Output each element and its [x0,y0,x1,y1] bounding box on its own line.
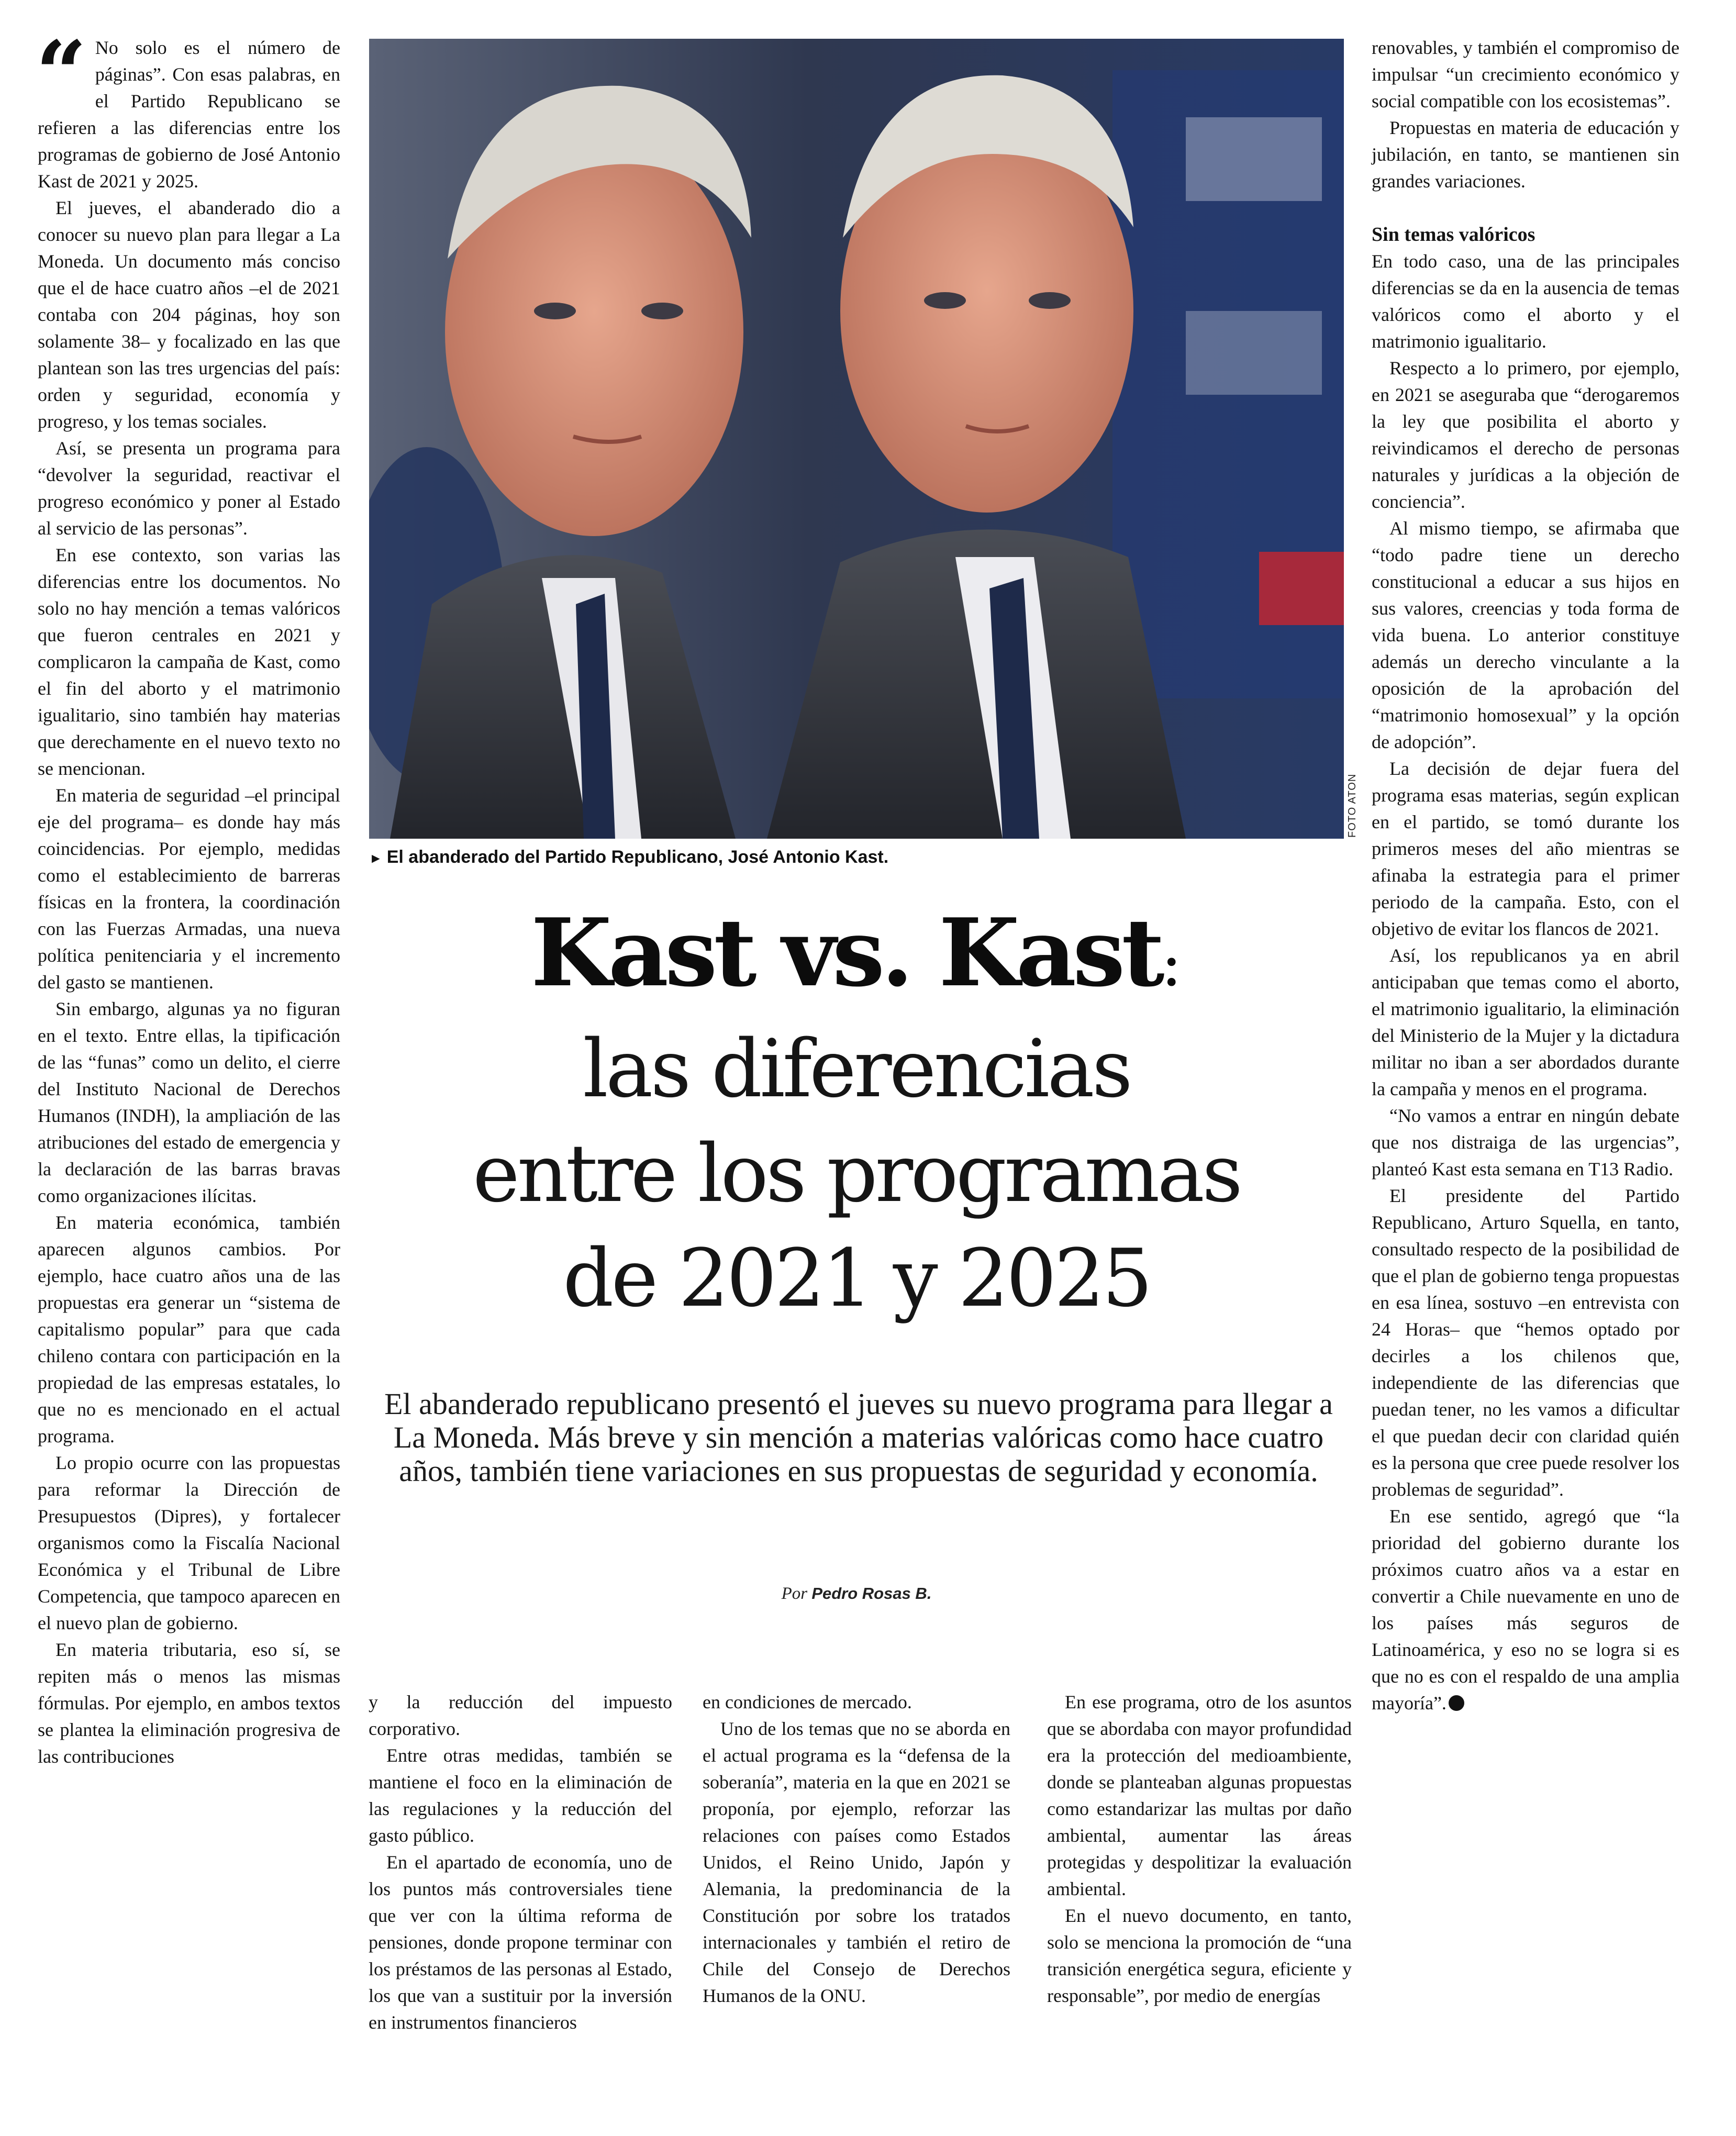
photo-credit: FOTO ATON [1346,773,1358,838]
paragraph: El jueves, el abanderado dio a conocer su nuevo plan para llegar a La Moneda. Un documento más conciso que el de hace cuatro años –el de 2021 contaba con 204 páginas, hoy son solamente 38– y focalizado en las que plantean son las tres urgencias del país: orden y seguridad, economía y progreso, y los temas sociales. [38,197,340,432]
paragraph: Propuestas en materia de educación y jubilación, en tanto, se mantienen sin grandes variaciones. [1372,117,1679,192]
paragraph: renovables, y también el compromiso de impulsar “un crecimiento económico y social compatible con los ecosistemas”. [1372,37,1679,112]
paragraph: Respecto a lo primero, por ejemplo, en 2021 se aseguraba que “derogaremos la ley que posibilita el aborto y reivindicamos el derecho de personas naturales y jurídicas a la objeción de conciencia”. [1372,358,1679,512]
paragraph: En todo caso, una de las principales diferencias se da en la ausencia de temas valóricos como el aborto y el matrimonio igualitario. [1372,251,1679,352]
paragraph: en condiciones de mercado. [703,1692,912,1712]
paragraph: La decisión de dejar fuera del programa esas materias, según explican en el partido, se tomó durante los primeros meses del año mientras se afinaba la estrategia para el primer periodo de la campaña. Esto, con el objetivo de evitar los flancos de 2021. [1372,758,1679,939]
paragraph: y la reducción del impuesto corporativo. [369,1692,672,1739]
lead-photo [369,39,1344,839]
body-column-4 [1047,1689,1352,2009]
paragraph: El presidente del Partido Republicano, Arturo Squella, en tanto, consultado respecto de la posibilidad de que el plan de gobierno tenga propuestas en esa línea, sostuvo –en entrevista con 24 Horas– que “hemos optado por decirles a los chilenos que, independiente de las diferencias que puedan tener, no les vamos a dificultar el que puedan decir con claridad quién es la persona que cree puede resolver los problemas de seguridad”. [1372,1185,1679,1500]
paragraph: En ese programa, otro de los asuntos que se abordaba con mayor profundidad era la protección del medioambiente, donde se planteaban algunas propuestas como estandarizar las multas por daño ambiental, aumentar las áreas protegidas y despolitizar la evaluación ambiental. [1047,1692,1352,1899]
byline-prefix: Por [781,1584,808,1603]
paragraph: En materia económica, también aparecen algunos cambios. Por ejemplo, hace cuatro años una de las propuestas era generar un “sistema de capitalismo popular” para que cada chileno contara con participación en la propiedad de las empresas estatales, lo que no es mencionado en el actual programa. [38,1212,340,1447]
headline-line-3: entre los programas [472,1127,1241,1220]
paragraph: No solo es el número de páginas”. Con esas palabras, en el Partido Republicano se refieren a las diferencias entre los programas de gobierno de José Antonio Kast de 2021 y 2025. [38,37,340,192]
body-column-5 [1372,35,1679,1717]
paragraph: Al mismo tiempo, se afirmaba que “todo padre tiene un derecho constitucional a educar a sus hijos en sus valores, creencias y toda forma de vida buena. Lo anterior constituye además un derecho vinculante a la oposición de la aprobación del “matrimonio homosexual” y la opción de adopción”. [1372,518,1679,752]
photo-caption [369,847,888,867]
paragraph [1372,1503,1679,1717]
final-paragraph-text: En ese sentido, agregó que “la prioridad del gobierno durante los próximos cuatro años va a estar en convertir a Chile nuevamente en uno de los países más seguros de Latinoamérica, y eso no se logra si es que no es con el respaldo de una amplia mayoría”. [1372,1506,1679,1714]
paragraph: Uno de los temas que no se aborda en el actual programa es la “defensa de la soberanía”, materia en la que en 2021 se proponía, por ejemplo, reforzar las relaciones con países como Estados Unidos, el Reino Unido, Japón y Alemania, la predominancia de la Constitución por sobre los tratados internacionales y también el retiro de Chile del Consejo de Derechos Humanos de la ONU. [703,1718,1010,2006]
headline-colon: : [1161,928,1182,1000]
paragraph: Así, los republicanos ya en abril anticipaban que temas como el aborto, el matrimonio igualitario, la eliminación del Ministerio de la Mujer y la dictadura militar no iban a ser abordados durante la campaña y menos en el programa. [1372,945,1679,1099]
opening-quote-mark: “ [36,21,87,126]
paragraph: Lo propio ocurre con las propuestas para reformar la Dirección de Presupuestos (Dipres), y fortalecer organismos como la Fiscalía Nacional Económica y el Tribunal de Libre Competencia, que tampoco aparecen en el nuevo plan de gobierno. [38,1452,340,1633]
paragraph: En el nuevo documento, en tanto, solo se menciona la promoción de “una transición energética segura, eficiente y responsable”, por medio de energías [1047,1905,1352,2006]
paragraph: En ese contexto, son varias las diferencias entre los documentos. No solo no hay mención a temas valóricos que fueron centrales en 2021 y complicaron la campaña de Kast, como el fin del aborto y el matrimonio igualitario, sino también hay materias que derechamente en el nuevo texto no se mencionan. [38,544,340,779]
paragraph: “No vamos a entrar en ningún debate que nos distraiga de las urgencias”, planteó Kast esta semana en T13 Radio. [1372,1105,1679,1180]
paragraph: Entre otras medidas, también se mantiene el foco en la eliminación de las regulaciones y la reducción del gasto público. [369,1745,672,1846]
body-column-3 [703,1689,1010,2009]
deck-summary: El abanderado republicano presentó el jueves su nuevo programa para llegar a La Moneda. Más breve y sin mención a materias valóricas como hace cuatro años, también tiene variaciones en sus propuestas de seguridad y economía. [384,1387,1333,1488]
paragraph: Sin embargo, algunas ya no figuran en el texto. Entre ellas, la tipificación de las “funas” como un delito, el cierre del Instituto Nacional de Derechos Humanos (INDH), la ampliación de las atribuciones del estado de emergencia y la declaración de las barras bravas como organizaciones ilícitas. [38,998,340,1206]
headline-line-4: de 2021 y 2025 [563,1232,1150,1325]
paragraph: En el apartado de economía, uno de los puntos más controversiales tiene que ver con la última reforma de pensiones, donde propone terminar con los préstamos de las personas al Estado, los que van a sustituir por la inversión en instrumentos financieros [369,1852,672,2033]
end-of-article-icon [1449,1695,1464,1711]
byline-author: Pedro Rosas B. [811,1584,932,1603]
headline-line-1 [369,900,1344,1017]
paragraph: Así, se presenta un programa para “devolver la seguridad, reactivar el progreso económico y poner al Estado al servicio de las personas”. [38,438,340,539]
headline-main: Kast vs. Kast [531,898,1161,1007]
section-subhead: Sin temas valóricos [1372,224,1535,246]
caption-text: El abanderado del Partido Republicano, José Antonio Kast. [386,847,889,867]
byline [369,1584,1344,1604]
caption-triangle-icon: ► [369,850,383,866]
paragraph: En materia tributaria, eso sí, se repiten más o menos las mismas fórmulas. Por ejemplo, en ambos textos se plantea la eliminación progresiva de las contribuciones [38,1639,340,1767]
headline-line-2: las diferencias [583,1022,1130,1115]
headline [369,900,1344,1331]
paragraph: En materia de seguridad –el principal eje del programa– es donde hay más coincidencias. Por ejemplo, medidas como el establecimiento de barreras físicas en la frontera, la coordinación con las Fuerzas Armadas, una nueva política penitenciaria y el incremento del gasto se mantienen. [38,785,340,993]
kast-double-portrait-illustration [369,39,1344,839]
body-column-1 [36,21,340,1770]
body-column-2 [369,1689,672,2036]
